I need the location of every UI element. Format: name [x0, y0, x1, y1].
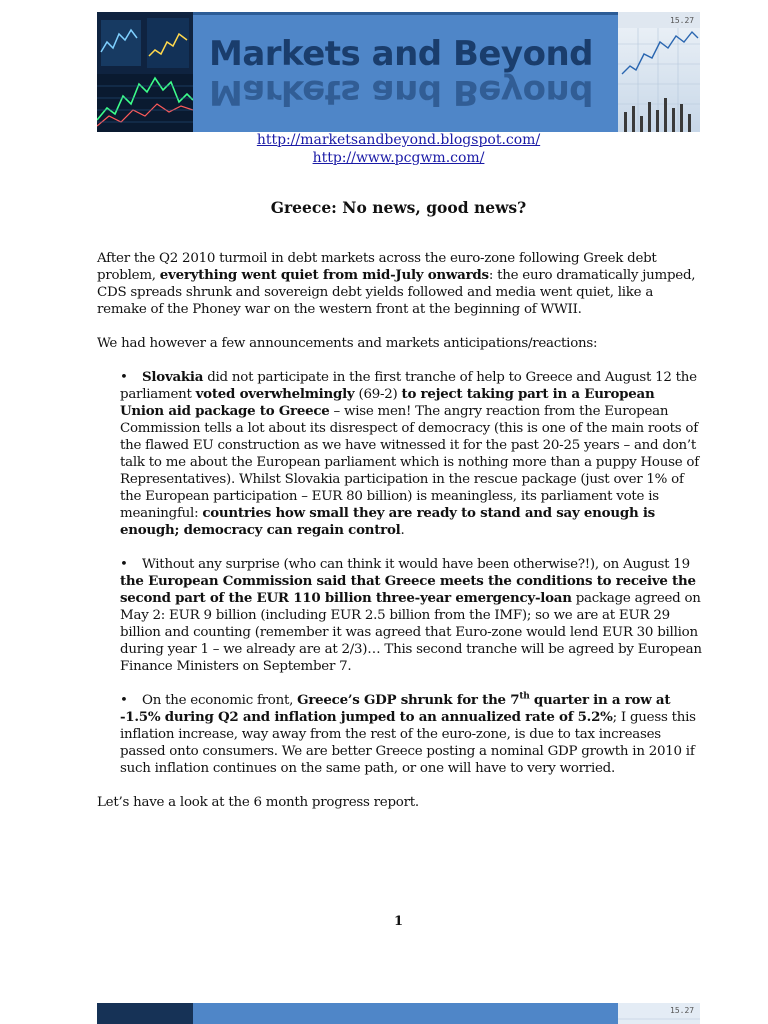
commission-text-1: Without any surprise (who can think it would have been otherwise?!), on August 19 — [142, 557, 690, 572]
slovakia-bold-2: voted overwhelmingly — [195, 386, 355, 402]
announcement-list — [97, 369, 702, 777]
banner-title-reflection: Markets and Beyond — [209, 72, 593, 112]
slovakia-bold-3: to reject taking part in a European Union aid package to Greece — [120, 386, 655, 419]
economy-bold-2: quarter in a row at -1.5% during Q2 and inflation jumped to an annualized rate of 5.2% — [120, 692, 671, 725]
bullet-icon: • — [120, 557, 128, 572]
stock-ticker-image-left — [97, 12, 193, 132]
economy-superscript: th — [519, 691, 530, 702]
footer-image-left — [97, 1003, 193, 1024]
list-item-commission — [120, 556, 702, 675]
slovakia-text-3: – wise men! The angry reaction from the European Commission tells a lot about its disrespect of democracy (this is one of the main roots of the flawed EU construction as we have witnessed it for the past 20-25 years – and don’t talk to me about the European parliament which is nothing more than a puppy House of Representatives). Whilst Slovakia participation in the rescue package (just over 1% of the European participation – EUR 80 billion) is meaningless, its parliament vote is meaningful: — [120, 404, 699, 521]
ticker-readout: 15.27 — [670, 16, 695, 25]
economy-text-1: On the economic front, — [142, 693, 298, 708]
footer-banner-strip — [97, 1003, 700, 1024]
slovakia-text-4: . — [400, 523, 405, 538]
intro-text-1: After the Q2 2010 turmoil in debt markets across the euro-zone following Greek debt problem, — [97, 251, 657, 283]
header-links — [97, 131, 700, 167]
stock-ticker-image-right — [618, 12, 700, 132]
chart-graphic-right-icon — [618, 12, 700, 132]
bullet-icon: • — [120, 370, 128, 385]
intro-text-2: : the euro dramatically jumped, CDS spreads shrunk and sovereign debt yields followed and media went quiet, like a remake of the Phoney war on the western front at the beginning of WWII. — [97, 268, 696, 317]
intro-paragraph — [97, 250, 702, 318]
list-item-economy — [120, 692, 702, 777]
banner-title: Markets and Beyond — [209, 34, 593, 74]
blog-link[interactable]: http://marketsandbeyond.blogspot.com/ — [256, 132, 541, 148]
list-item-slovakia — [120, 369, 702, 539]
page-number: 1 — [393, 914, 404, 929]
slovakia-text-2: (69-2) — [354, 387, 402, 402]
chart-graphic-left-icon — [97, 12, 193, 132]
document-title: Greece: No news, good news? — [270, 198, 527, 217]
intro-bold-1: everything went quiet from mid-July onwards — [159, 267, 489, 283]
commission-text-2: package agreed on May 2: EUR 9 billion (including EUR 2.5 billion from the IMF); so we are at EUR 29 billion and counting (remember it was agreed that Euro-zone would lend EUR 30 billion during year 1 – we already are at 2/3)… This second tranche will be agreed by European Finance Ministers on September 7. — [120, 591, 702, 674]
announcements-lead: We had however a few announcements and markets anticipations/reactions: — [97, 336, 598, 351]
economy-text-2: ; I guess this inflation increase, way away from the rest of the euro-zone, is due to tax increases passed onto consumers. We are better Greece posting a nominal GDP growth in 2010 if such inflation continues on the same path, or one will have to very worried. — [120, 710, 696, 776]
header-banner — [97, 12, 700, 132]
slovakia-bold-4: countries how small they are ready to stand and say enough is enough; democracy can regain control — [120, 505, 655, 538]
footer-ticker-readout: 15.27 — [670, 1006, 695, 1015]
website-link[interactable]: http://www.pcgwm.com/ — [312, 150, 485, 166]
slovakia-bold-1: Slovakia — [142, 369, 204, 385]
closing-paragraph: Let’s have a look at the 6 month progress report. — [97, 795, 419, 810]
footer-image-right — [618, 1003, 700, 1024]
slovakia-text-1: did not participate in the first tranche of help to Greece and August 12 the parliament — [120, 370, 697, 402]
article-body — [97, 250, 702, 828]
economy-bold-1: Greece’s GDP shrunk for the 7 — [297, 692, 520, 708]
footer-chart-icon — [618, 1003, 700, 1024]
commission-bold-1: the European Commission said that Greece meets the conditions to receive the second part of the EUR 110 billion three-year emergency-loan — [120, 573, 696, 606]
bullet-icon: • — [120, 693, 128, 708]
